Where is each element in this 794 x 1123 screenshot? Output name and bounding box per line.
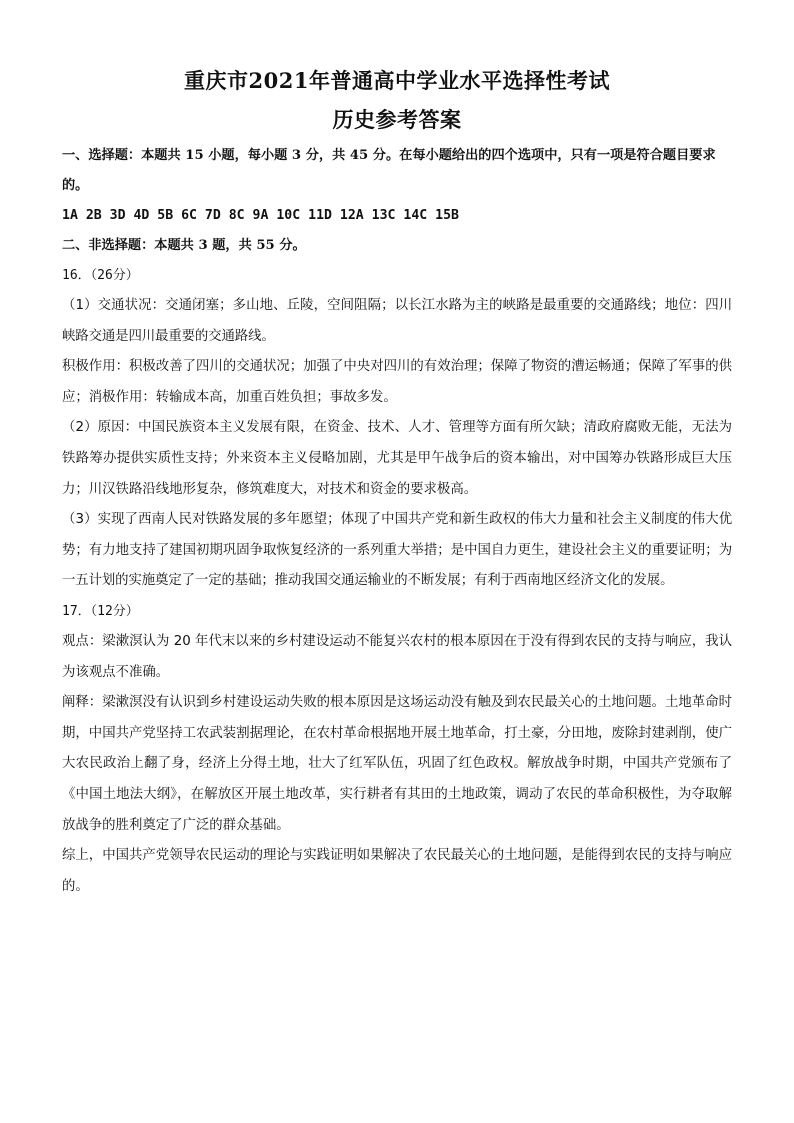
part2-heading: 二、非选择题：本题共 3 题，共 55 分。 bbox=[62, 238, 306, 253]
question-16-part2: （2）原因：中国民族资本主义发展有限，在资金、技术、人才、管理等方面有所欠缺；清政府腐败无能，无法为铁路筹办提供实质性支持；外来资本主义侵略加剧，尤其是甲午战争后的资本输出，对中国筹办铁路形成巨大压力；川汉铁路沿线地形复杂，修筑难度大，对技术和资金的要求极高。 bbox=[62, 420, 732, 497]
answer-document bbox=[62, 68, 732, 902]
question-16-effects: 积极作用：积极改善了四川的交通状况；加强了中央对四川的有效治理；保障了物资的漕运畅通；保障了军事的供应；消极作用：转输成本高，加重百姓负担；事故多发。 bbox=[62, 359, 732, 405]
question-17-number: 17．（12分） bbox=[62, 603, 139, 619]
document-title: 重庆市2021年普通高中学业水平选择性考试 bbox=[184, 68, 610, 93]
part1-heading: 一、选择题：本题共 15 小题，每小题 3 分，共 45 分。在每小题给出的四个选项中，只有一项是符合题目要求的。 bbox=[62, 148, 716, 193]
question-17-viewpoint: 观点：梁漱溟认为 20 年代末以来的乡村建设运动不能复兴农村的根本原因在于没有得到农民的支持与响应，我认为该观点不准确。 bbox=[62, 633, 732, 680]
question-16-part1: （1）交通状况：交通闭塞；多山地、丘陵，空间阻隔；以长江水路为主的峡路是最重要的交通路线；地位：四川峡路交通是四川最重要的交通路线。 bbox=[62, 298, 732, 344]
question-16-number: 16．（26分） bbox=[62, 268, 139, 283]
question-17-explanation: 阐释：梁漱溟没有认识到乡村建设运动失败的根本原因是这场运动没有触及到农民最关心的土地问题。土地革命时期，中国共产党坚持工农武装割据理论，在农村革命根据地开展土地革命，打土豪，分田地，废除封建剥削，使广大农民政治上翻了身，经济上分得土地，壮大了红军队伍，巩固了红色政权。解放战争时期，中国共产党颁布了《中国土地法大纲》，在解放区开展土地改革，实行耕者有其田的土地政策，调动了农民的革命积极性，为夺取解放战争的胜利奠定了广泛的群众基础。 bbox=[62, 695, 732, 833]
question-17-conclusion: 综上，中国共产党领导农民运动的理论与实践证明如果解决了农民最关心的土地问题，是能得到农民的支持与响应的。 bbox=[62, 848, 732, 894]
question-16-part3: （3）实现了西南人民对铁路发展的多年愿望；体现了中国共产党和新生政权的伟大力量和社会主义制度的伟大优势；有力地支持了建国初期巩固争取恢复经济的一系列重大举措；是中国自力更生，建设社会主义的重要证明；为一五计划的实施奠定了一定的基础；推动我国交通运输业的不断发展；有利于西南地区经济文化的发展。 bbox=[62, 512, 732, 589]
document-subtitle: 历史参考答案 bbox=[332, 107, 462, 132]
multiple-choice-answers: 1A 2B 3D 4D 5B 6C 7D 8C 9A 10C 11D 12A 13C 14C 15B bbox=[62, 208, 459, 223]
